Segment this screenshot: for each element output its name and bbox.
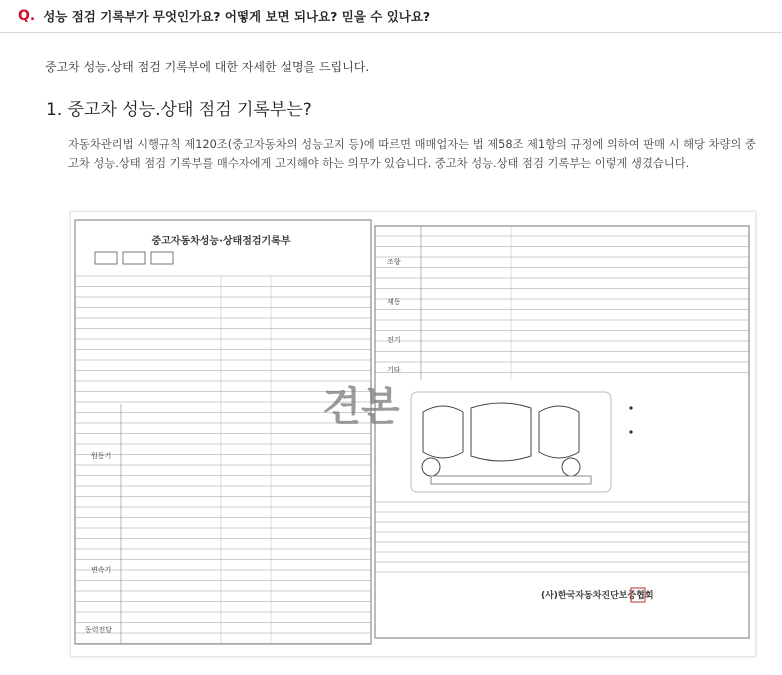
footer-organization: (사)한국자동차진단보증협회 <box>541 591 654 601</box>
section-other: 기타 <box>387 366 401 374</box>
body-paragraph: 자동차관리법 시행규칙 제120조(중고자동차의 성능고지 등)에 따르면 매매업자는 법 제58조 제1항의 규정에 의하여 판매 시 해당 차량의 중고차 성능.상태 점검 기록부를 매수자에게 고지해야 하는 의무가 있습니다. 중고차 성능.상태 점검 기록부는 이렇게 생겼습니다. <box>68 138 756 170</box>
section-electric: 전기 <box>387 336 401 344</box>
inspection-form-scan <box>71 212 755 656</box>
sample-watermark: 견본 <box>322 384 400 430</box>
question-header <box>0 0 782 33</box>
section-brake: 제동 <box>387 298 401 306</box>
inspection-record-image <box>70 211 756 657</box>
question-title: 성능 점검 기록부가 무엇인가요? 어떻게 보면 되나요? 믿을 수 있나요? <box>43 9 431 24</box>
intro-text: 중고차 성능.상태 점검 기록부에 대한 자세한 설명을 드립니다. <box>45 60 370 74</box>
section-drivetrain: 동력전달 <box>85 626 113 634</box>
section-title: 1. 중고차 성능.상태 점검 기록부는? <box>46 100 312 120</box>
form-title: 중고자동차성능·상태점검기록부 <box>151 236 291 247</box>
question-mark: Q. <box>18 8 36 24</box>
section-steering: 조향 <box>387 258 401 266</box>
section-engine: 원동기 <box>91 452 112 460</box>
section-transmission: 변속기 <box>91 566 112 574</box>
